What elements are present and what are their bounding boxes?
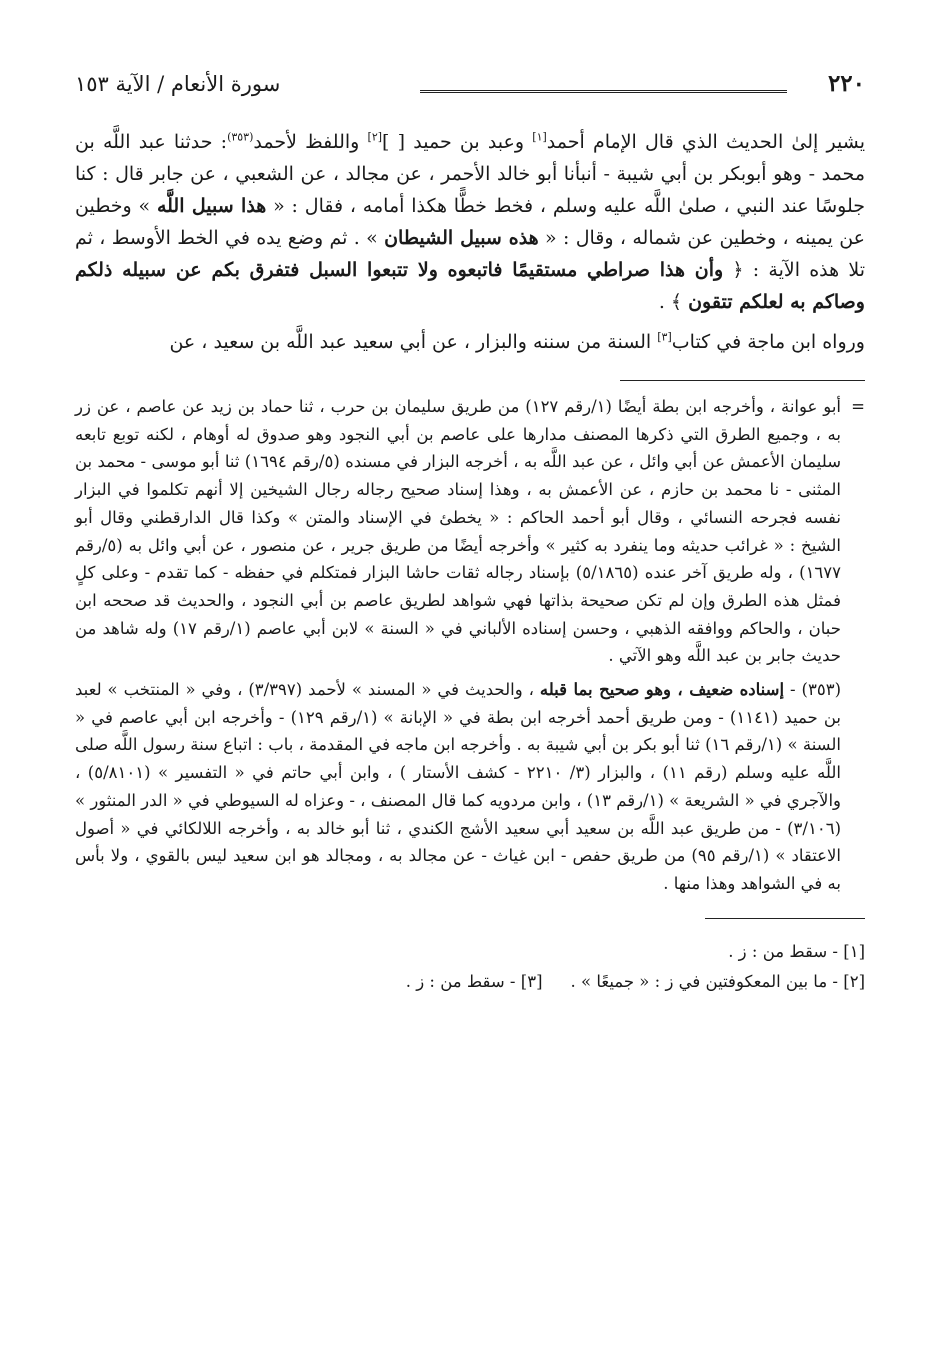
footnote-continued — [75, 393, 865, 670]
quran-verse: وأن هذا صراطي مستقيمًا فاتبعوه ولا تتبعوا السبل فتفرق بكم عن سبيله ذلكم وصاكم به لعلكم تتقون — [75, 259, 865, 313]
footnote-ref-353: (٣٥٣) — [227, 130, 254, 144]
page-header — [75, 70, 865, 110]
footnote-grading: إسناده ضعيف ، وهو صحيح بما قبله — [539, 680, 785, 700]
footnote-text: أبو عوانة ، وأخرجه ابن بطة أيضًا (١/رقم ١٢٧) من طريق سليمان بن حرب ، ثنا حماد بن زيد عن عاصم ، عن زر به ، وجميع الطرق التي ذكرها المصنف مدارها على عاصم بن أبي النجود وهو صدوق له أوهام ، لكنه توبع تابعه سليمان الأعمش عن أبي وائل ، عن عبد اللَّه به ، أخرجه البزار في مسنده (٥/رقم ١٦٩٤) ثنا أبو موسى - محمد بن المثنى - نا محمد بن حازم ، عن الأعمش به ، وهذا إسناد صحيح رجاله رجال الشيخين إلا أنهم تكلموا في البزار نفسه فجرحه النسائي ، وقال أبو أحمد الحاكم : « يخطئ في الإسناد والمتن » وكذا قال الدارقطني وقال أبو الشيخ : « غرائب حديثه وما ينفرد به كثير » وأخرجه أيضًا من طريق جرير ، عن منصور ، عن أبي وائل به (٥/رقم ١٦٧٧) ، وله طريق آخر عنده (٥/١٨٦٥) بإسناد رجاله ثقات حاشا البزار فمتكلم في حفظه - كما تقدم - وعلى كلٍ فمثل هذه الطرق وإن لم تكن صحيحة بذاتها فهي شواهد لطريق عاصم بن أبي النجود ، والحديث قد صححه ابن حبان ، والحاكم ووافقه الذهبي ، وحسن إسناده الألباني في « السنة » لابن أبي عاصم (١/رقم ١٧) وله شاهد من حديث جابر بن عبد اللَّه وهو الآتي . — [75, 397, 842, 666]
footnote-separator — [620, 380, 865, 381]
main-text — [75, 126, 865, 358]
apparatus-note-2: [٢] - ما بين المعكوفتين في ز : « جميعًا » . — [570, 971, 865, 991]
apparatus-ref-1: [١] — [532, 130, 547, 144]
page — [75, 70, 865, 997]
text-run: يشير إلىٰ الحديث الذي قال الإمام أحمد — [546, 131, 865, 153]
text-run: ورواه ابن ماجة في كتاب — [671, 331, 865, 353]
footnote-text — [75, 676, 841, 898]
apparatus-note-3: [٣] - سقط من : ز . — [405, 971, 543, 991]
main-paragraph-2 — [75, 326, 865, 358]
text-run: » وخطين عن يمينه ، وخطين عن شماله ، وقال : « — [75, 195, 865, 249]
text-run: ﴾ . — [658, 291, 689, 313]
text-run: ، والحديث في « المسند » لأحمد (٣/٣٩٧) ، وفي « المنتخب » لعبد بن حميد (١١٤١) - ومن طريق أحمد أخرجه ابن بطة في « الإبانة » (١/رقم ١٢٩) - وأخرجه ابن أبي عاصم في « السنة » (١/رقم ١٦) ثنا أبو بكر بن أبي شيبة به . وأخرجه ابن ماجه في المقدمة ، باب : اتباع سنة رسول اللَّه صلى اللَّه عليه وسلم (رقم ١١) ، والبزار (٣/ ٢٢١٠ - كشف الأستار ) ، وابن أبي حاتم في « التفسير » (٥/٨١٠١) ، والآجري في « الشريعة » (١/رقم ١٣) ، وابن مردويه كما قال المصنف ، - وعزاه له السيوطي في « الدر المنثور » (٣/١٠٦) - من طريق عبد اللَّه بن سعيد أبي سعيد الأشج الكندي ، ثنا أبو خالد به ، وأخرجه اللالكائي في « أصول الاعتقاد » (١/رقم ٩٥) من طريق حفص - ابن غياث - عن مجالد به ، ومجالد هو ابن سعيد ليس بالقوي ، ولا بأس به في الشواهد وهذا منها . — [74, 680, 842, 893]
apparatus-separator — [705, 918, 865, 919]
running-title: سورة الأنعام / الآية ١٥٣ — [75, 72, 281, 96]
apparatus-ref-2: [٢] — [367, 130, 383, 144]
hadith-quote-1: هذا سبيل اللَّه — [156, 195, 267, 217]
text-run: واللفظ لأحمد — [253, 131, 368, 153]
text-run: : حدثنا عبد اللَّه بن محمد - وهو أبوبكر بن أبي شيبة - أنبأنا أبو خالد الأحمر ، عن مجالد ، عن الشعبي ، عن جابر قال : كنا جلوسًا عند النبي ، صلىٰ اللَّه عليه وسلم ، فخط خطًّا هكذا أمامه ، فقال : « — [75, 131, 865, 217]
apparatus-note-1: [١] - سقط من : ز . — [728, 941, 865, 961]
footnote-continuation-marker: = — [851, 397, 865, 416]
hadith-quote-2: هذه سبيل الشيطان — [384, 227, 539, 249]
apparatus-ref-3: [٣] — [657, 330, 672, 344]
text-run: » . ثم وضع يده في الخط الأوسط ، ثم تلا هذه الآية : ﴿ — [75, 227, 865, 281]
footnote-number: (٣٥٣) - — [790, 680, 841, 700]
text-run: السنة من سننه والبزار ، عن أبي سعيد عبد اللَّه بن سعيد ، عن — [169, 331, 658, 353]
header-rule — [420, 90, 787, 93]
footnotes — [75, 393, 865, 898]
apparatus-notes — [75, 937, 865, 997]
footnote-353 — [75, 676, 865, 898]
text-run: وعبد بن حميد [ ] — [382, 131, 533, 153]
apparatus-notes-line-2 — [75, 967, 865, 997]
main-paragraph-1 — [75, 126, 865, 318]
page-number: ٢٢٠ — [827, 70, 865, 97]
